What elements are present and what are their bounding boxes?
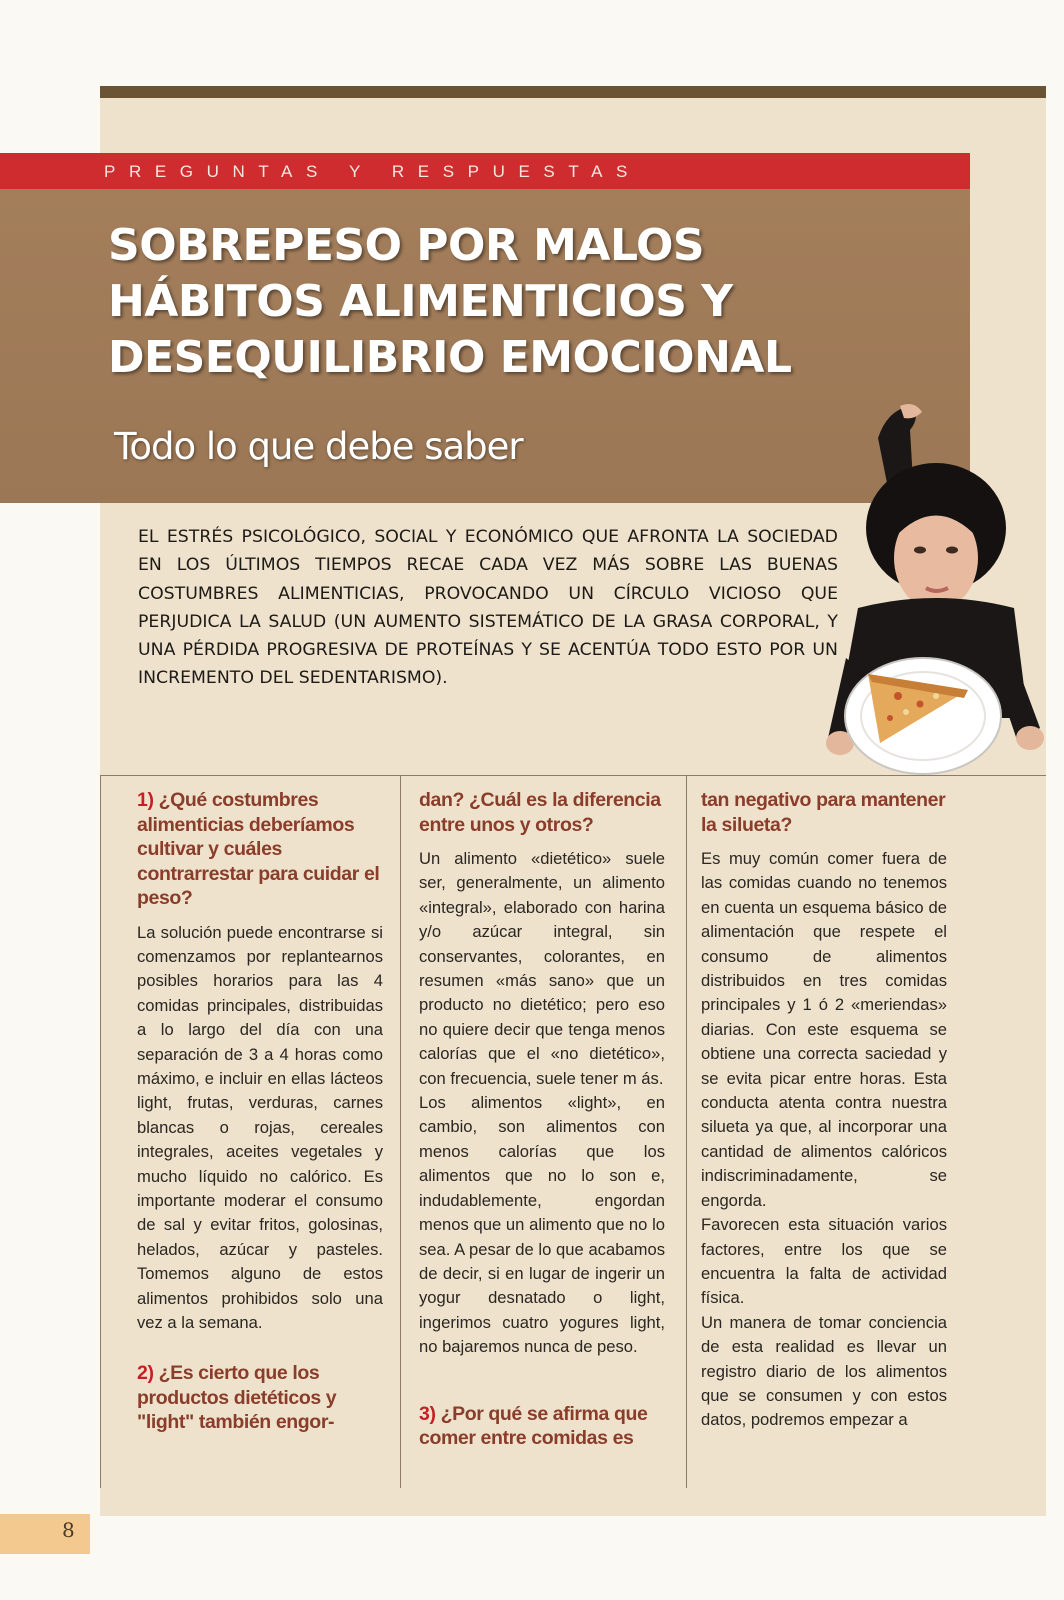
question-2 [137,1361,383,1435]
column-3 [686,776,1047,1488]
question-1 [137,788,383,911]
answer-3-part-1: Es muy común comer fuera de las comidas cuando no tenemos en cuenta un esquema básico de alimentación que respete el consumo de alimentos distribuidos en tres comidas principales y 1 ó 2 «meriendas» diarias. Con este esquema se obtiene una correcta saciedad y se evita picar entre horas. Esta conducta atenta contra nuestra silueta ya que, al incorporar una cantidad de alimentos calóricos indiscriminadamente, se engorda. [701,849,947,1210]
answer-1: La solución puede encontrarse si comenzamos por replantearnos posibles horarios para las 4 comidas principales, distribuidas a lo largo del día con una separación de 3 a 4 horas como máximo, e incluir en ellas lácteos light, frutas, verduras, carnes blancas o rojas, cereales integrales, aceites vegetales y mucho líquido no calórico. Es importante moderar el consumo de sal y evitar fritos, golosinas, helados, azúcar y pasteles. Tomemos alguno de estos alimentos prohibidos solo una vez a la semana. [137,922,383,1332]
qa-columns [100,775,1046,1517]
woman-with-pizza-photo [818,398,1058,788]
question-1-number: 1) [137,789,154,811]
article-subtitle: Todo lo que debe saber [114,425,523,468]
answer-2-part-1: Un alimento «dietético» suele ser, generalmente, un alimento «integral», elaborado con harina y/o azúcar integral, sin conservantes, colorantes, en resumen «más sano» que un producto no dietético; pero eso no quiere decir que tenga menos calorías que el «no dietético», con frecuencia, suele tener m ás. [419,849,665,1088]
answer-3-part-2: Favorecen esta situación varios factores, entre los que se encuentra la falta de actividad física. [701,1215,947,1308]
question-3-continued: tan negativo para mantener la silueta? [701,789,946,836]
question-2-number: 2) [137,1362,154,1385]
article-title: SOBREPESO POR MALOS HÁBITOS ALIMENTICIOS Y DESEQUILIBRIO EMOCIONAL [108,220,792,383]
question-3-number: 3) [419,1402,436,1425]
answer-2-part-2: Los alimentos «light», en cambio, son alimentos con menos calorías que los alimentos que no lo son e, indudablemente, engordan menos que un alimento que no lo sea. A pesar de lo que acabamos de decir, si en lugar de ingerir un yogur desnatado o light, ingerimos cuatro yogures light, no bajaremos nunca de peso. [419,1093,665,1357]
column-1 [100,776,401,1488]
article-intro: EL ESTRÉS PSICOLÓGICO, SOCIAL Y ECONÓMICO QUE AFRONTA LA SOCIEDAD EN LOS ÚLTIMOS TIEMPOS RECAE CADA VEZ MÁS SOBRE LAS BUENAS COSTUMBRES ALIMENTICIAS, PROVOCANDO UN CÍRCULO VICIOSO QUE PERJUDICA LA SALUD (UN AUMENTO SISTEMÁTICO DE LA GRASA CORPORAL, Y UNA PÉRDIDA PROGRESIVA DE PROTEÍNAS Y SE ACENTÚA TODO ESTO POR UN INCREMENTO DEL SEDENTARISMO). [138,527,838,689]
top-rule [100,86,1046,98]
column-2 [400,776,687,1488]
answer-3-part-3: Un manera de tomar conciencia de esta realidad es llevar un registro diario de los alimentos que se consumen y con estos datos, podremos empezar a [701,1312,947,1430]
question-1-text: ¿Qué costumbres alimenticias deberíamos cultivar y cuáles contrarrestar para cuidar el peso? [137,789,380,909]
question-3-text: ¿Por qué se afirma que comer entre comidas es [419,1402,648,1450]
page-number: 8 [62,1518,75,1542]
page-number-box [0,1514,90,1554]
section-kicker: PREGUNTAS Y RESPUESTAS [104,162,641,181]
question-2-text: ¿Es cierto que los productos dietéticos y "light" también engor- [137,1362,337,1434]
question-2-continued: dan? ¿Cuál es la diferencia entre unos y otros? [419,789,661,836]
question-3 [419,1402,665,1451]
